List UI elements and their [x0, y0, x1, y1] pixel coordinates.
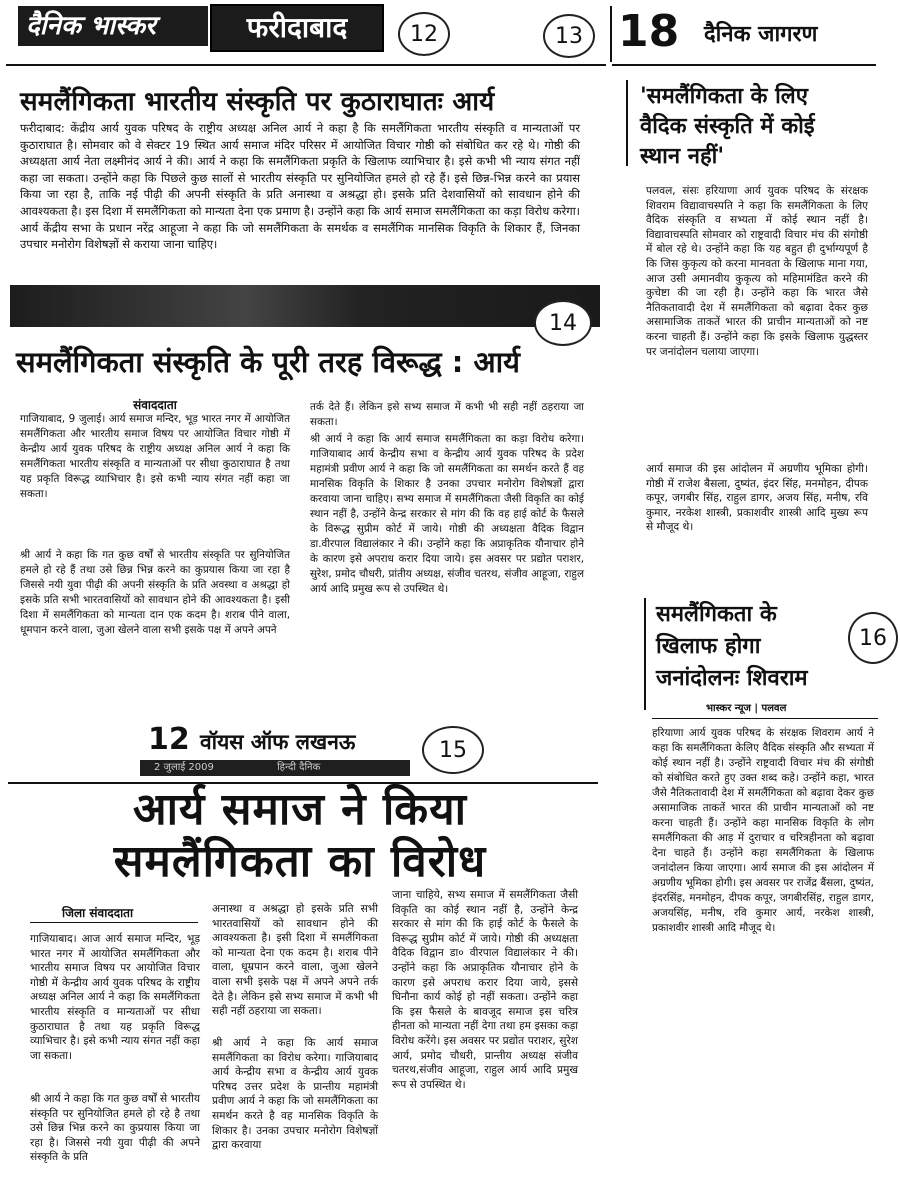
clip-number-text: 14 — [549, 310, 577, 336]
page-number: 12 — [148, 722, 190, 757]
masthead-city — [210, 4, 384, 52]
headline: समलैंगिकता संस्कृति के पूरी तरह विरूद्ध : आर्य — [16, 345, 520, 379]
clip-number-text: 15 — [439, 737, 467, 763]
masthead-brand-text: दैनिक भास्कर — [26, 11, 156, 41]
article-body: हरियाणा आर्य युवक परिषद के संरक्षक शिवराम आर्य ने कहा कि समलैंगिकता केलिए वैदिक संस्कृति और सभ्यता में कोई स्थान नहीं है। उन्होंने राष्ट्रवादी विचार मंच की संगोष्ठी को संबोधित करते हुए उक्त शब्द कहे। उन्होंने कहा, भारत जैसे नैतिकतावादी देश में समलैंगिकता को बढ़ावा देकर कुछ असामाजिक ताकतें भारत की प्राचीन मान्यताओं को नष्ट करना चाहती हैं। उन्होंने कहा मानसिक विकृति के लोग समलैंगिकता की आड़ में दुराचार व चरित्रहीनता को बढ़ावा देना चाहते हैं। उन्होंने कहा समलैंगिकता के खिलाफ जनांदोलन किया जाएगा। आर्य समाज की इस आंदोलन में अग्रणीय भूमिका होगी। इस अवसर पर राजेंद्र बैंसला, दुष्यंत, इंदरसिंह, मनमोहन, दीपक कपूर, जगबीरसिंह, राहुल डागर, अजयसिंह, मनीष, रवि कुमार आर्य, नरकेश शास्त्री, प्रकाशवीर शास्त्री आदि मौजूद थे। — [652, 727, 874, 934]
article-col2: अनास्था व अश्रद्धा हो इसके प्रति सभी भारतवासियों को सावधान होने की आवश्यकता है। इसी दिशा में समलैंगिकता को मान्यता देना एक कदम है। शराब पीने वाला, धूम्रपान करने वाला, जुआ खेलने वाला सभी इसके पक्ष में अपने अपने तर्क देते है। लेकिन इसे सभ्य समाज में कभी भी सही नहीं ठहराया जा सकता। — [212, 903, 378, 1018]
byline: भास्कर न्यूज | पलवल — [706, 703, 787, 714]
clip-number-text: 13 — [555, 23, 583, 49]
headline-line1: आर्य समाज ने किया — [132, 784, 468, 835]
headline-line1: समलैंगिकता के — [656, 602, 777, 627]
article-col2: तर्क देते हैं। लेकिन इसे सभ्य समाज में कभी भी सही नहीं ठहराया जा सकता। — [310, 401, 584, 428]
clip-number-badge — [848, 612, 898, 664]
headline-line3: जनांदोलनः शिवराम — [656, 666, 808, 691]
divider — [626, 80, 628, 166]
divider — [610, 6, 612, 62]
date-text: 2 जुलाई 2009 — [154, 762, 214, 773]
clip-number-badge — [422, 726, 484, 774]
clip-number-badge — [534, 300, 592, 346]
clip-number-text: 12 — [410, 21, 438, 47]
edition-text: हिन्दी दैनिक — [277, 762, 321, 773]
article-body: पलवल, संसः हरियाणा आर्य युवक परिषद के संरक्षक शिवराम विद्यावाचस्पति ने कहा कि समलैंगिकता के लिए वैदिक संस्कृति व सभ्यता में कोई स्थान नहीं है। विद्यावाचस्पति सोमवार को राष्ट्रवादी विचार मंच की संगोष्ठी में बोल रहे थे। उन्होंने कहा कि यह बहुत ही दुर्भाग्यपूर्ण है कि जिस कुकृत्य को करना मानवता के खिलाफ माना गया, आज उसी अमानवीय कुकृत्य को महिमामंडित करने की कुचेष्टा की जा रही है। उन्होंने कहा कि भारत जैसे नैतिकतावादी देश में समलैंगिकता को बढ़ावा देकर कुछ असामाजिक ताकतें भारत की प्राचीन मान्यताओं को नष्ट करना चाहती हैं। उन्होंने कहा कि इसके खिलाफ युद्धस्तर पर जनांदोलन चलाया जाएगा। — [646, 185, 868, 358]
headline: समलैंगिकता भारतीय संस्कृति पर कुठाराघातः आर्य — [20, 87, 495, 117]
clip-number-text: 16 — [859, 625, 887, 651]
masthead: वॉयस ऑफ लखनऊ — [200, 730, 356, 754]
article-col1-continued: श्री आर्य ने कहा कि गत कुछ वर्षों से भारतीय संस्कृति पर सुनियोजित हमले हो रहे हैं तथा उसे छिन्न भिन्न करने का कुप्रयास किया जा रहा है जिससे नयी युवा पीढ़ी की अपनी संस्कृति के प्रति अवस्था व अश्रद्धा हो इसके प्रति सभी भारतवासियों को सावधान होने की आवश्यकता है। इसी दिशा में समलैंगिकता को मान्यता दान एक कदम है। शराब पीने वाला, धूमपान करने वाला, जुआ खेलने वाला सभी इसके पक्ष में अपने अपने — [20, 549, 290, 636]
masthead-city-text: फरीदाबाद — [246, 11, 348, 44]
masthead: दैनिक जागरण — [704, 22, 818, 47]
byline: संवाददाता — [133, 398, 177, 412]
divider — [612, 64, 876, 66]
page-number: 18 — [618, 6, 680, 57]
article-col1: गाजियाबाद। आज आर्य समाज मन्दिर, भूड़ भारत नगर में आयोजित समलैंगिकता और भारतीय समाज विषय पर आयोजित विचार गोष्ठी में केन्द्रीय आर्य युवक परिषद के राष्ट्रीय अध्यक्ष अनिल आर्य ने कहा कि समलैंगिकता भारतीय संस्कृति व मान्यताओं पर सीधा कुठाराघात है तथा यह प्रकृति विरूद्ध व्याभिचार है। इसे कभी न्याय संगत नहीं कहा जा सकता। — [30, 933, 200, 1062]
article-col2-continued: श्री आर्य ने कहा कि आर्य समाज समलैंगिकता का विरोध करेगा। गाजियाबाद आर्य केन्द्रीय सभा व केन्द्रीय आर्य युवक परिषद उत्तर प्रदेश के प्रान्तीय महामंत्री प्रवीण आर्य ने कहा कि जो समलैंगिकता का समर्थन करते है वह मानसिक विकृति के शिकार है। उनका उपचार मनोरोग विशेषज्ञों द्वारा करवाया — [212, 1037, 378, 1152]
article-col3: जाना चाहिये, सभ्य समाज में समलैंगिकता जैसी विकृति का कोई स्थान नहीं है, उन्होंने केन्द्र सरकार से मांग की कि हाई कोर्ट के फैसले के विरूद्ध सुप्रीम कोर्ट में जाये। गोष्ठी की अध्यक्षता वैदिक विद्वान डा० वीरपाल विद्यालंकार ने की। उन्होंने कहा कि अप्राकृतिक यौनाचार होने के कारण इसे अपराध करार दिया जाये, इससे घिनौना कार्य कोई हो नहीं सकता। उन्होंने कहा कि इस फैसले के बावजूद समाज इस चरित्र हीनता को मान्यता नहीं देगा तथा हम इसका कड़ा विरोध करेंगे। इस अवसर पर प्रद्योत पराशर, सुरेश आर्य, प्रमोद चौधरी, प्रान्तीय अध्यक्ष संजीव चतरथ,संजीव आहूजा, राहुल आर्य आदि प्रमुख रूप से उपस्थित थे। — [392, 889, 578, 1091]
article-col2-continued: श्री आर्य ने कहा कि आर्य समाज समलैंगिकता का कड़ा विरोध करेगा। गाजियाबाद आर्य केन्द्रीय सभा व केन्द्रीय आर्य युवक परिषद के प्रदेश महामंत्री प्रवीण आर्य ने कहा कि जो समलैंगिकता का समर्थन करते हैं वह मानसिक विकृति के शिकार है उनका उपचार मनोरोग विशेषज्ञों द्वारा करवाया जाना चाहिए। सभ्य समाज में समलैंगिकता जैसी विकृति का कोई स्थान नहीं है, उन्होंने केन्द्र सरकार से मांग की कि वह हाई कोर्ट के फैसले के विरूद्ध सुप्रीम कोर्ट में जाये। गोष्ठी की अध्यक्षता वैदिक विद्वान डा.वीरपाल विद्यालंकार ने की। उन्होंने कहा कि अप्राकृतिक यौनाचार होने के कारण इसे अपराध करार दिया जाये। इस अवसर पर प्रद्योत पराशर, सुरेश, प्रमोद चौधरी, प्रांतीय अध्यक्ष, संजीव चतरथ, संजीव आहूजा, राहुल आर्य आदि प्रमुख रूप से उपस्थित थे। — [310, 433, 584, 595]
black-band — [10, 285, 600, 327]
headline-line2: समलैंगिकता का विरोध — [113, 836, 487, 887]
divider — [644, 598, 646, 710]
byline: जिला संवाददाता — [62, 906, 134, 920]
dateline-bar — [140, 760, 410, 776]
divider — [30, 922, 198, 923]
article-body: फरीदाबाद: केंद्रीय आर्य युवक परिषद के राष्ट्रीय अध्यक्ष अनिल आर्य ने कहा है कि समलैंगिकता भारतीय संस्कृति व मान्यताओं पर कुठाराघात है। सोमवार को वे सेक्टर 19 स्थित आर्य समाज मंदिर परिसर में आयोजित विचार गोष्ठी को संबोधित कर रहे थे। गोष्ठी की अध्यक्षता आर्य नेता लक्ष्मीनंद आर्य ने की। आर्य ने कहा कि समलैंगिकता प्रकृति के खिलाफ व्याभिचार है। इसे कभी भी न्याय संगत नहीं कहा जा सकता। उन्होंने कहा कि पिछले कुछ सालों से भारतीय संस्कृति पर सुनियोजित हमले हो रहे हैं। इसे छिन्न-भिन्न करने का प्रयास किया जा रहा है, ताकि नई पीढ़ी की अपनी संस्कृति के प्रति अनास्था व अश्रद्धा हो। इसके प्रति देशवासियों को सावधान होने की आवश्यकता है। इस दिशा में समलैंगिकता को मान्यता देना एक प्रमाण है। उन्होंने कहा कि आर्य समाज समलैंगिकता का कड़ा विरोध करेगा। आर्य केंद्रीय सभा के प्रधान नरेंद्र आहूजा ने कहा कि जो समलैंगिकता के समर्थक व समलैंगिक मानसिक विकृति के शिकार हैं, जिनका उपचार मनोरोग विशेषज्ञों से कराया जाना चाहिए। — [20, 121, 580, 252]
article-body-continued: आर्य समाज की इस आंदोलन में अग्रणीय भूमिका होगी। गोष्ठी में राजेश बैसला, दुष्यंत, इंदर सिंह, मनमोहन, दीपक कपूर, जगबीर सिंह, राहुल डागर, अजय सिंह, मनीष, रवि कुमार, नरकेश शास्त्री, प्रकाशवीर शास्त्री आदि मुख्य रूप से मौजूद थे। — [646, 463, 868, 534]
clip-number-badge — [398, 12, 450, 56]
article-col1-continued: श्री आर्य ने कहा कि गत कुछ वर्षों से भारतीय संस्कृति पर सुनियोजित हमले हो रहे है तथा उसे छिन्न भिन्न करने का कुप्रयास किया जा रहा है। जिससे नयी युवा पीढ़ी की अपने संस्कृति के प्रति — [30, 1093, 200, 1164]
clip-number-badge — [543, 14, 595, 58]
masthead-brand — [18, 6, 208, 46]
headline: 'समलैंगिकता के लिए वैदिक संस्कृति में कोई स्थान नहीं' — [640, 84, 815, 169]
headline-line2: खिलाफ होगा — [656, 634, 761, 659]
divider — [652, 718, 878, 719]
article-col1: गाजियाबाद, 9 जुलाई। आर्य समाज मन्दिर, भूड़ भारत नगर में आयोजित समलैंगिकता और भारतीय समाज विषय पर आयोजित विचार गोष्ठी में केन्द्रीय आर्य युवक परिषद के राष्ट्रीय अध्यक्ष अनिल आर्य ने कहा कि समलैंगिकता भारतीय संस्कृति व मान्यताओं पर सीधा कुठाराघात है तथा यह प्रकृति विरूद्ध व्याभिचार है। इसे कभी न्याय संगत नहीं कहा जा सकता। — [20, 413, 290, 500]
divider — [6, 64, 606, 66]
